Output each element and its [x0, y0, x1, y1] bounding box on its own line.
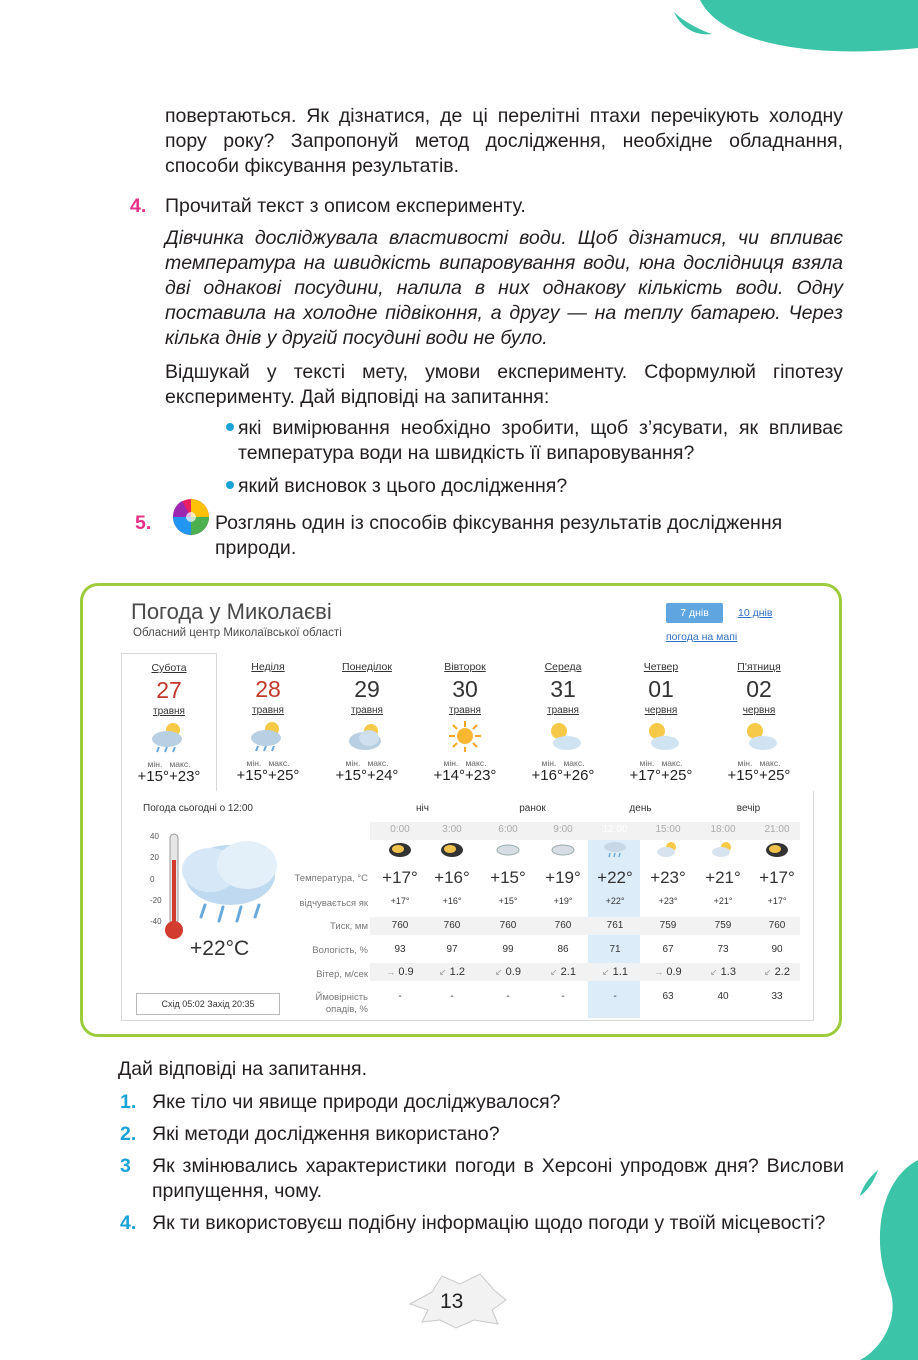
day-month: травня	[351, 705, 383, 716]
scale-tick-label: -20	[150, 896, 162, 905]
row-label-precip1: Ймовірність	[315, 992, 368, 1003]
row-label-pressure: Тиск, мм	[330, 921, 368, 932]
hour-feels-like: +15°	[498, 896, 518, 906]
tab-10-days[interactable]: 10 днів	[738, 607, 773, 619]
day-date: 30	[452, 676, 478, 702]
hour-pressure: 760	[499, 920, 517, 931]
hour-wind	[427, 966, 477, 978]
hour-feels-like: +23°	[658, 896, 678, 906]
row-label-wind: Вітер, м/сек	[316, 969, 368, 980]
cloud-icon	[495, 840, 521, 863]
hour-precipitation: 63	[662, 991, 674, 1002]
row-label-humidity: Вологість, %	[312, 945, 368, 956]
day-temperatures: +15°+24°	[335, 767, 399, 784]
hour-wind	[375, 966, 425, 978]
day-name: Понеділок	[342, 661, 392, 673]
day-temperatures: +15°+25°	[727, 767, 791, 784]
day-column[interactable]	[221, 653, 315, 791]
hour-label: 15:00	[655, 824, 681, 835]
hour-temperature: +23°	[650, 868, 686, 887]
wind-speed: 2.1	[560, 966, 576, 978]
hour-temperature: +15°	[490, 868, 526, 887]
wind-arrow-icon: ↙	[710, 967, 718, 977]
hour-wind	[643, 966, 693, 978]
hour-feels-like: +19°	[553, 896, 573, 906]
sun-cloud-icon	[641, 719, 681, 753]
moon-cloud-icon	[387, 840, 413, 863]
day-date: 31	[550, 676, 576, 702]
hour-feels-like: +21°	[713, 896, 733, 906]
day-month: червня	[644, 705, 678, 716]
hour-wind	[483, 966, 533, 978]
corner-decoration-top	[660, 0, 918, 60]
day-name: Четвер	[643, 661, 679, 673]
task-4-italic-text: Дівчинка досліджувала властивості води. Щоб дізнатися, чи впливає температура на швидкість випаровування води, юна дослідниця взяла дві однакові посудини, налила в них однакову кількість води. Одну поставила на холодне підвіконня, а другу — на теплу батарею. Через кілька днів у другій посудині води не було.	[165, 227, 843, 349]
hour-feels-like: +16°	[442, 896, 462, 906]
hour-humidity: 97	[446, 944, 458, 955]
min-label: мін.	[443, 758, 459, 768]
scale-tick-label: 0	[150, 875, 155, 884]
question-1: Яке тіло чи явище природи досліджувалося?	[152, 1091, 561, 1113]
questions-intro: Дай відповіді на запитання.	[118, 1058, 367, 1080]
bullet-icon	[226, 481, 234, 489]
hour-precipitation: -	[613, 991, 617, 1002]
day-temperatures: +16°+26°	[531, 767, 595, 784]
day-column[interactable]	[418, 653, 512, 791]
scale-tick-label: 40	[150, 832, 159, 841]
hour-pressure: 760	[768, 920, 786, 931]
hour-label: 3:00	[442, 824, 462, 835]
day-month: травня	[449, 705, 481, 716]
question-4-number: 4.	[120, 1212, 137, 1234]
max-label: макс.	[563, 758, 585, 768]
hour-temperature: +19°	[545, 868, 581, 887]
scale-tick-label: 20	[150, 853, 159, 862]
hour-label: 18:00	[710, 824, 736, 835]
wind-speed: 2.2	[774, 966, 790, 978]
hour-precipitation: -	[506, 991, 510, 1002]
hour-feels-like: +17°	[390, 896, 410, 906]
partly-cloudy-rain-icon	[149, 720, 189, 754]
day-name: П'ятниця	[737, 661, 781, 673]
period-label: день	[629, 803, 652, 814]
wind-arrow-icon: ↙	[764, 967, 772, 977]
wind-arrow-icon: ↙	[495, 967, 503, 977]
sun-cloud-icon	[710, 840, 736, 863]
day-date: 29	[354, 676, 380, 702]
hour-humidity: 90	[771, 944, 783, 955]
day-month: травня	[547, 705, 579, 716]
hour-pressure: 759	[659, 920, 677, 931]
task-5-text: Розглянь один із способів фіксування результатів дослідження природи.	[215, 512, 783, 559]
day-temperatures: +15°+23°	[137, 768, 201, 785]
max-label: макс.	[169, 759, 191, 769]
moon-cloud-icon	[764, 840, 790, 863]
hour-label: 9:00	[553, 824, 573, 835]
intro-paragraph: повертаються. Як дізнатися, де ці перелітні птахи перечікують холодну пору року? Запропонуй метод дослідження, необхідне обладнання, способи фіксування результатів.	[165, 105, 843, 177]
row-label-temperature: Температура, °C	[294, 873, 368, 884]
question-1-number: 1.	[120, 1091, 137, 1113]
day-month: червня	[742, 705, 776, 716]
wind-arrow-icon: ↙	[439, 967, 447, 977]
day-temperatures: +15°+25°	[236, 767, 300, 784]
min-label: мін.	[147, 759, 163, 769]
hour-pressure: 761	[606, 920, 624, 931]
day-column[interactable]	[712, 653, 806, 791]
question-3: Як змінювались характеристики погоди в Херсоні упродовж дня? Вислови припущення, чому.	[152, 1155, 844, 1202]
day-temperatures: +17°+25°	[629, 767, 693, 784]
task-4-instructions: Відшукай у тексті мету, умови експерименту. Сформулюй гіпотезу експерименту. Дай відповіді на запитання:	[165, 361, 843, 408]
hour-humidity: 86	[557, 944, 569, 955]
day-name: Вівторок	[444, 661, 486, 673]
cloud-rain-icon	[175, 835, 290, 935]
hour-humidity: 73	[717, 944, 729, 955]
hour-feels-like: +17°	[767, 896, 787, 906]
question-4: Як ти використовуєш подібну інформацію щодо погоди у твоїй місцевості?	[152, 1212, 826, 1234]
task-4-title: Прочитай текст з описом експерименту.	[165, 195, 526, 217]
wind-arrow-icon: →	[654, 967, 664, 977]
min-label: мін.	[541, 758, 557, 768]
hour-label: 6:00	[498, 824, 518, 835]
wind-arrow-icon: →	[386, 967, 396, 977]
day-month: травня	[153, 706, 185, 717]
max-label: макс.	[465, 758, 487, 768]
max-label: макс.	[367, 758, 389, 768]
hour-pressure: 760	[554, 920, 572, 931]
day-name: Субота	[151, 662, 187, 674]
day-column[interactable]	[320, 653, 414, 791]
hour-precipitation: -	[398, 991, 402, 1002]
color-wheel-icon	[172, 498, 210, 536]
hour-humidity: 99	[502, 944, 514, 955]
hour-feels-like: +22°	[605, 896, 625, 906]
hour-humidity: 71	[609, 944, 621, 955]
period-label: ранок	[519, 803, 546, 814]
wind-speed: 1.2	[449, 966, 465, 978]
hour-label: 21:00	[764, 824, 790, 835]
min-label: мін.	[345, 758, 361, 768]
day-column[interactable]	[614, 653, 708, 791]
sunrise-sunset: Схід 05:02 Захід 20:35	[136, 993, 280, 1015]
row-label-precip2: опадів, %	[325, 1004, 368, 1015]
hour-wind	[590, 966, 640, 978]
max-label: макс.	[268, 758, 290, 768]
weather-subtitle: Обласний центр Миколаївської області	[133, 627, 342, 639]
day-name: Середа	[544, 661, 582, 673]
hour-temperature: +17°	[759, 868, 795, 887]
hour-pressure: 759	[714, 920, 732, 931]
hour-humidity: 93	[394, 944, 406, 955]
hour-precipitation: -	[450, 991, 454, 1002]
sun-cloud-rain-icon	[248, 719, 288, 753]
row-label-feels: відчувається як	[299, 898, 368, 909]
period-label: вечір	[736, 803, 761, 814]
hour-precipitation: -	[561, 991, 565, 1002]
hour-precipitation: 40	[717, 991, 729, 1002]
day-date: 02	[746, 676, 772, 702]
hour-label: 12:00	[602, 824, 628, 835]
max-label: макс.	[759, 758, 781, 768]
question-2-number: 2.	[120, 1123, 137, 1145]
weather-title: Погода у Миколаєві	[131, 599, 332, 624]
tab-7-days[interactable]: 7 днів	[666, 603, 723, 623]
hour-wind	[538, 966, 588, 978]
max-label: макс.	[661, 758, 683, 768]
hour-temperature: +21°	[705, 868, 741, 887]
scale-tick-label: -40	[150, 917, 162, 926]
hour-wind	[698, 966, 748, 978]
task-4-bullet-1: які вимірювання необхідно зробити, щоб з’ясувати, як впливає температура води на швидкість її випаровування?	[238, 417, 843, 464]
hour-temperature: +16°	[434, 868, 470, 887]
hour-label: 0:00	[390, 824, 410, 835]
wind-speed: 0.9	[505, 966, 521, 978]
day-date: 27	[156, 677, 182, 703]
question-2: Які методи дослідження використано?	[152, 1123, 500, 1145]
sun-icon	[445, 719, 485, 753]
task-4-number: 4.	[130, 195, 147, 217]
min-label: мін.	[246, 758, 262, 768]
sun-cloud-icon	[739, 719, 779, 753]
wind-arrow-icon: ↙	[602, 967, 610, 977]
cloud-icon	[550, 840, 576, 863]
hour-wind	[752, 966, 802, 978]
wind-speed: 1.3	[720, 966, 736, 978]
sun-cloud-icon	[655, 840, 681, 863]
day-month: травня	[252, 705, 284, 716]
weather-map-link[interactable]: погода на мапі	[666, 631, 738, 643]
page-number: 13	[440, 1290, 464, 1313]
day-column[interactable]	[516, 653, 610, 791]
hour-pressure: 760	[443, 920, 461, 931]
task-5-number: 5.	[135, 512, 152, 534]
hour-pressure: 760	[391, 920, 409, 931]
hour-precipitation: 33	[771, 991, 783, 1002]
day-temperatures: +14°+23°	[433, 767, 497, 784]
day-column[interactable]	[121, 653, 217, 792]
question-3-number: 3	[120, 1155, 131, 1177]
day-date: 01	[648, 676, 674, 702]
bullet-icon	[226, 423, 234, 431]
hour-temperature: +17°	[382, 868, 418, 887]
cloudy-icon	[347, 719, 387, 753]
min-label: мін.	[639, 758, 655, 768]
period-label: ніч	[416, 803, 429, 814]
day-date: 28	[255, 676, 281, 702]
hour-humidity: 67	[662, 944, 674, 955]
current-temperature: +22°C	[190, 937, 250, 960]
hour-temperature: +22°	[597, 868, 633, 887]
min-label: мін.	[737, 758, 753, 768]
task-4-bullet-2: який висновок з цього дослідження?	[238, 475, 568, 497]
wind-arrow-icon: ↙	[550, 967, 558, 977]
day-name: Неділя	[251, 661, 285, 673]
wind-speed: 0.9	[398, 966, 414, 978]
sun-cloud-icon	[543, 719, 583, 753]
wind-speed: 0.9	[666, 966, 682, 978]
today-label: Погода сьогодні о 12:00	[143, 803, 253, 814]
cloud-rain-icon	[602, 840, 628, 863]
moon-cloud-icon	[439, 840, 465, 863]
wind-speed: 1.1	[612, 966, 628, 978]
